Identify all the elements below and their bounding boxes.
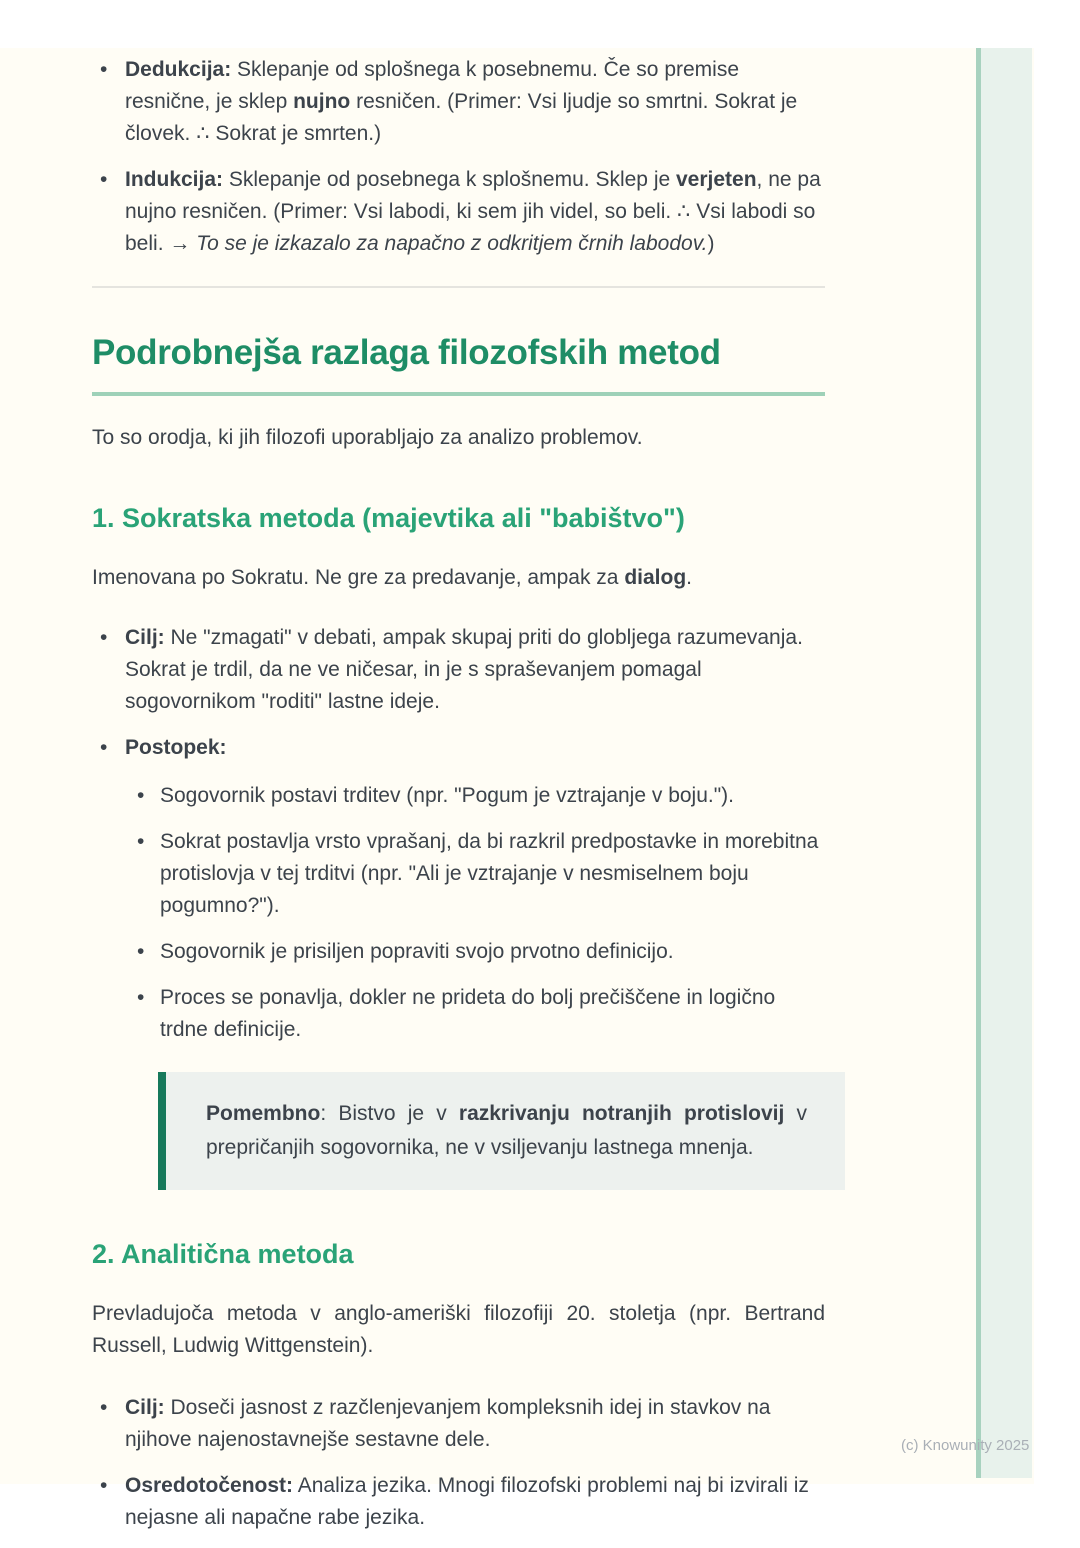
term-dedukcija: Dedukcija: <box>125 58 232 81</box>
text-segment: . <box>686 566 692 589</box>
section2-intro: Prevladujoča metoda v anglo-ameriški filozofiji 20. stoletja (npr. Bertrand Russell, Ludwig Wittgenstein). <box>92 1302 825 1357</box>
postopek-steps-list <box>125 780 825 1046</box>
step-item <box>125 982 825 1046</box>
step-text: Sogovornik postavi trditev (npr. "Pogum je vztrajanje v boju."). <box>160 784 735 807</box>
italic-segment: To se je izkazalo za napačno z odkritjem črnih labodov. <box>196 232 708 255</box>
term-postopek: Postopek: <box>125 736 227 759</box>
list-item-cilj <box>92 622 825 718</box>
text-segment: Sklepanje od splošnega k posebnemu. Če so premise resnične, je sklep <box>125 58 740 113</box>
term-cilj: Cilj: <box>125 626 165 649</box>
bold-segment: nujno <box>293 90 351 113</box>
callout-text <box>206 1097 807 1165</box>
text-segment: : Bistvo je v <box>320 1102 459 1125</box>
bold-segment: dialog <box>624 566 687 589</box>
term-osredotocenost: Osredotočenost: <box>125 1474 294 1497</box>
document-page <box>0 48 1034 1529</box>
step-item <box>125 826 825 922</box>
reasoning-types-list <box>92 54 825 260</box>
page-content <box>92 48 825 1548</box>
term-cilj2: Cilj: <box>125 1396 165 1419</box>
text-segment: Doseči jasnost z razčlenjevanjem kompleksnih idej in stavkov na njihove najenostavnejše sestavne dele. <box>125 1396 771 1451</box>
section1-list <box>92 622 825 1046</box>
bold-segment: razkrivanju notranjih protislovij <box>458 1102 785 1125</box>
watermark: (c) Knowunity 2025 <box>901 1437 1030 1454</box>
important-callout <box>158 1072 845 1190</box>
section1-intro <box>92 562 825 594</box>
page-edge-strip <box>976 48 1032 1478</box>
section2-list <box>92 1392 825 1534</box>
step-text: Proces se ponavlja, dokler ne prideta do bolj prečiščene in logično trdne definicije. <box>160 986 776 1041</box>
bold-segment: verjeten <box>676 168 757 191</box>
section2-heading: 2. Analitična metoda <box>92 1239 354 1269</box>
text-segment: resničen. (Primer: Vsi ljudje so smrtni. Sokrat je človek. ∴ Sokrat je smrten.) <box>125 90 798 145</box>
text-segment: Imenovana po Sokratu. Ne gre za predavanje, ampak za <box>92 566 625 589</box>
step-item <box>125 780 825 812</box>
text-segment: Sklepanje od posebnega k splošnemu. Sklep je <box>223 168 676 191</box>
page-title: Podrobnejša razlaga filozofskih metod <box>92 330 825 396</box>
section-divider <box>92 286 825 288</box>
text-segment: ) <box>707 232 715 255</box>
text-segment: Analiza jezika. Mnogi filozofski problemi naj bi izvirali iz nejasne ali napačne rabe jezika. <box>125 1474 809 1529</box>
text-segment: Ne "zmagati" v debati, ampak skupaj priti do globljega razumevanja. Sokrat je trdil, da ne ve ničesar, in je s spraševanjem pomagal sogovornikom "roditi" lastne ideje. <box>125 626 803 713</box>
step-text: Sogovornik je prisiljen popraviti svojo prvotno definicijo. <box>160 940 674 963</box>
list-item-indukcija <box>92 164 825 260</box>
text-segment: , ne pa nujno resničen. (Primer: Vsi labodi, ki sem jih videl, so beli. ∴ Vsi labodi so beli. → <box>125 168 821 255</box>
step-item <box>125 936 825 968</box>
section1-heading: 1. Sokratska metoda (majevtika ali "babištvo") <box>92 503 685 533</box>
term-indukcija: Indukcija: <box>125 168 224 191</box>
list-item-osredotocenost <box>92 1470 825 1534</box>
list-item-dedukcija <box>92 54 825 150</box>
text-segment: v prepričanjih sogovornika, ne v vsiljevanju lastnega mnenja. <box>206 1102 807 1159</box>
step-text: Sokrat postavlja vrsto vprašanj, da bi razkril predpostavke in morebitna protislovja v tej trditvi (npr. "Ali je vztrajanje v nesmiselnem boju pogumno?"). <box>160 830 819 917</box>
intro-paragraph: To so orodja, ki jih filozofi uporabljajo za analizo problemov. <box>92 426 643 449</box>
list-item-postopek <box>92 732 825 1046</box>
term-pomembno: Pomembno <box>206 1102 321 1125</box>
list-item-cilj2 <box>92 1392 825 1456</box>
